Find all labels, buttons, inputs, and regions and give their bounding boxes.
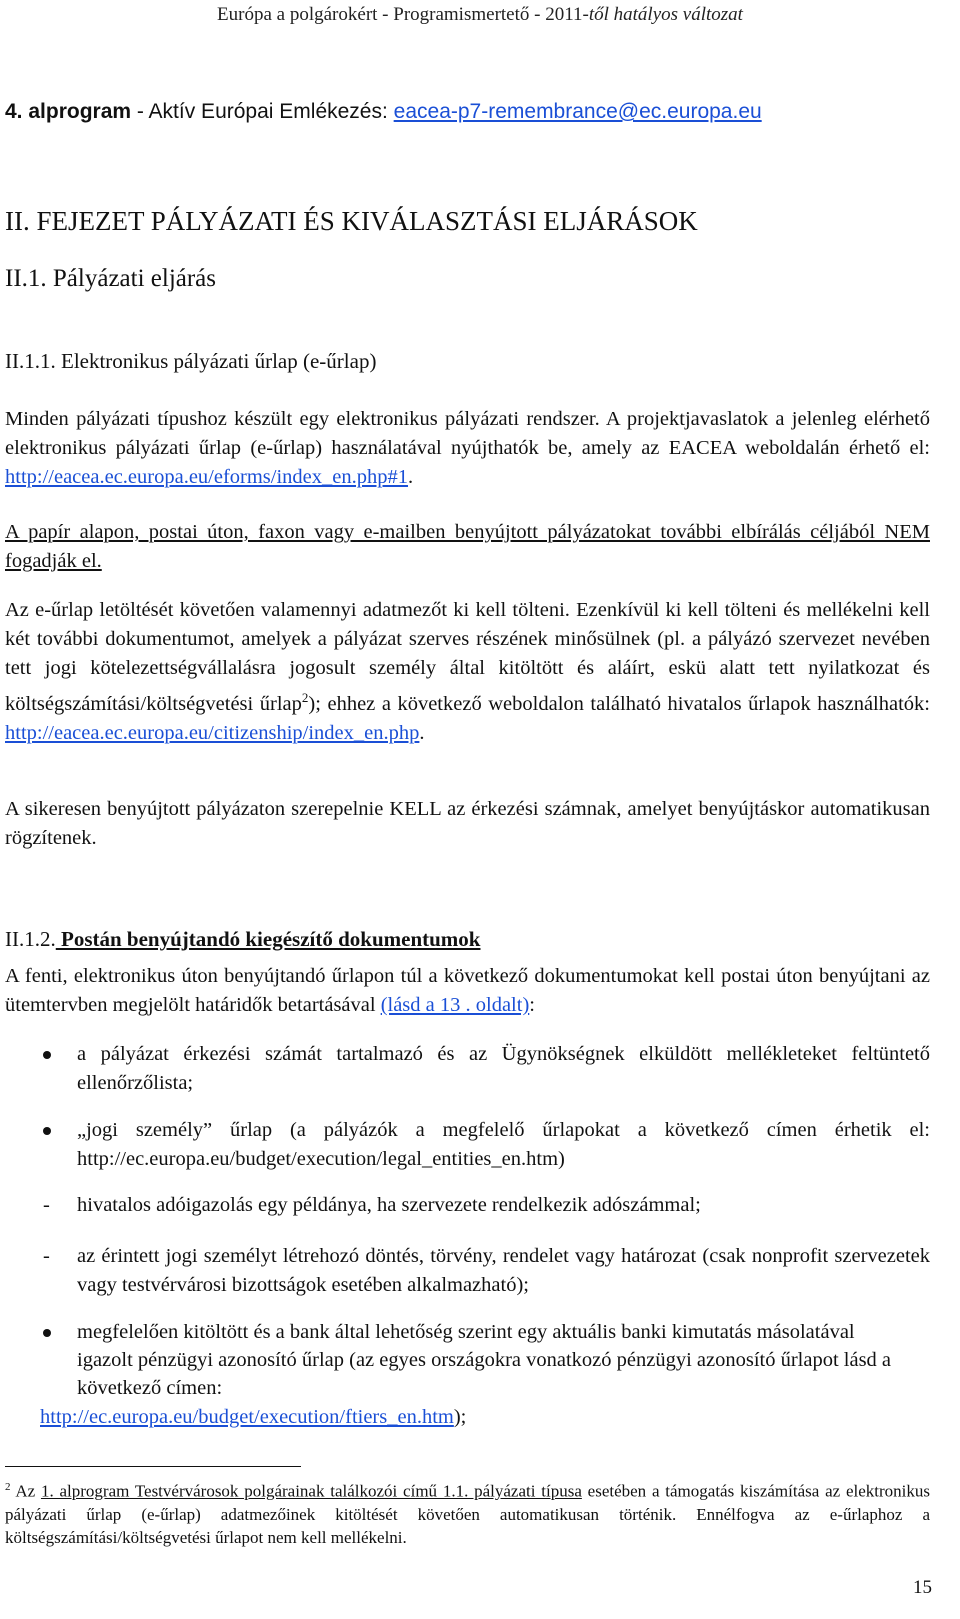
- fiers-line: [40, 1403, 930, 1432]
- fiers-end: );: [453, 1406, 467, 1428]
- paragraph-eform-fill: [5, 596, 930, 748]
- dash-marker: -: [43, 1194, 50, 1216]
- schedule-page-link[interactable]: (lásd a 13 . oldalt): [380, 994, 530, 1016]
- chapter-title: II. FEJEZET PÁLYÁZATI ÉS KIVÁLASZTÁSI ELJÁRÁSOK: [5, 206, 698, 236]
- alprogram-4-line: [5, 98, 930, 126]
- fill-text-a: Az e-űrlap letöltését követően valamennyi adatmezőt ki kell tölteni.: [5, 599, 577, 621]
- header-text-italic: től hatályos változat: [588, 4, 743, 25]
- alprogram-email-link[interactable]: eacea-p7-remembrance@ec.europa.eu: [393, 100, 762, 123]
- footnote-ref[interactable]: 2: [301, 690, 309, 705]
- eforms-link[interactable]: http://eacea.ec.europa.eu/eforms/index_en.php#1: [5, 466, 409, 488]
- eform-text: Minden pályázati típushoz készült egy elektronikus pályázati rendszer. A projektjavaslatok a jelenleg elérhető elektronikus pályázati űrlap (e-űrlap) használatával nyújthatók be, amely az EACEA weboldalán érhető el:: [5, 408, 930, 459]
- section-title: II.1. Pályázati eljárás: [5, 265, 217, 292]
- subsection-2-number: II.1.2.: [5, 927, 56, 951]
- paragraph-eform: [5, 405, 930, 492]
- paper-notice-text: A papír alapon, postai úton, faxon vagy e-mailben benyújtott pályázatokat további elbírálás céljából NEM fogadják el.: [5, 521, 930, 572]
- fill-text-c: ); ehhez a következő weboldalon található hivatalos űrlapok használhatók:: [308, 692, 930, 715]
- list-item-text: hivatalos adóigazolás egy példánya, ha szervezete rendelkezik adószámmal;: [77, 1194, 701, 1216]
- list-item-text: a pályázat érkezési számát tartalmazó és az Ügynökségnek elküldött mellékleteket feltüntető ellenőrzőlista;: [77, 1043, 930, 1094]
- paragraph-arrival-number: A sikeresen benyújtott pályázaton szerepelnie KELL az érkezési számnak, amelyet benyújtáskor automatikusan rögzítenek.: [5, 798, 930, 849]
- paragraph-paper-notice: [5, 518, 930, 576]
- alprogram-label: 4. alprogram: [5, 100, 132, 123]
- paragraph-postal-intro: [5, 962, 930, 1020]
- running-header: [0, 4, 960, 26]
- header-text: Európa a polgárokért - Programismertető - 2011-: [217, 4, 589, 25]
- page-number: 15: [913, 1577, 932, 1598]
- footnote-text: esetében a támogatás kiszámítása az elektronikus pályázati űrlap (e-űrlap) adatmezőinek kitöltését követően automatikusan történik. Ennélfogva az e-űrlaphoz a költségszámítási/költségvetési űrlapot nem kell mellékelni.: [5, 1481, 931, 1547]
- alprogram-title: - Aktív Európai Emlékezés:: [131, 100, 394, 123]
- citizenship-link[interactable]: http://eacea.ec.europa.eu/citizenship/index_en.php: [5, 721, 420, 744]
- footnote-separator: [5, 1466, 301, 1467]
- eform-end: .: [408, 466, 414, 488]
- footnote: [5, 1476, 930, 1549]
- ftiers-link[interactable]: http://ec.europa.eu/budget/execution/ftiers_en.htm: [40, 1406, 454, 1428]
- postal-intro-text: A fenti, elektronikus úton benyújtandó űrlapon túl a következő dokumentumokat kell postai úton benyújtani az ütemtervben megjelölt határidők betartásával: [5, 965, 930, 1016]
- subsection-2-text: Postán benyújtandó kiegészítő dokumentumok: [55, 927, 481, 951]
- list-item-text: megfelelően kitöltött és a bank által lehetőség szerint egy aktuális banki kimutatás másolatával igazolt pénzügyi azonosító űrlap (az egyes országokra vonatkozó pénzügyi azonosító űrlapot lásd a következő címen:: [77, 1321, 892, 1399]
- bullet-icon: [43, 1329, 51, 1337]
- footnote-underlined: 1. alprogram Testvérvárosok polgárainak találkozói című 1.1. pályázati típusa: [40, 1481, 582, 1501]
- footnote-lead: Az: [10, 1481, 41, 1501]
- dash-marker: -: [43, 1245, 50, 1267]
- list-item-text: az érintett jogi személyt létrehozó döntés, törvény, rendelet vagy határozat (csak nonprofit szervezetek vagy testvérvárosi bizottságok esetében alkalmazható);: [77, 1245, 930, 1296]
- list-item-text: „jogi személy” űrlap (a pályázók a megfelelő űrlapokat a következő címen érhetik el: http://ec.europa.eu/budget/execution/legal_entities_en.htm): [77, 1119, 930, 1170]
- bullet-icon: [43, 1127, 51, 1135]
- postal-intro-end: :: [529, 994, 535, 1016]
- subsection-title-2: [5, 924, 930, 954]
- footnote-number: 2: [5, 1481, 11, 1493]
- bullet-icon: [43, 1051, 51, 1059]
- subsection-title-1: II.1.1. Elektronikus pályázati űrlap (e-űrlap): [5, 349, 377, 373]
- fill-text-b: Ezenkívül ki kell tölteni és mellékelni kell két további dokumentumot, amelyek a pályázat szerves részének minősülnek (pl. a pályázó szervezet nevében tett jogi kötelezettségvállalásra jogosult személy által kitöltött és aláírt, eskü alatt tett nyilatkozat és költségszámítási/költségvetési űrlap: [5, 599, 930, 715]
- fill-end: .: [419, 721, 425, 744]
